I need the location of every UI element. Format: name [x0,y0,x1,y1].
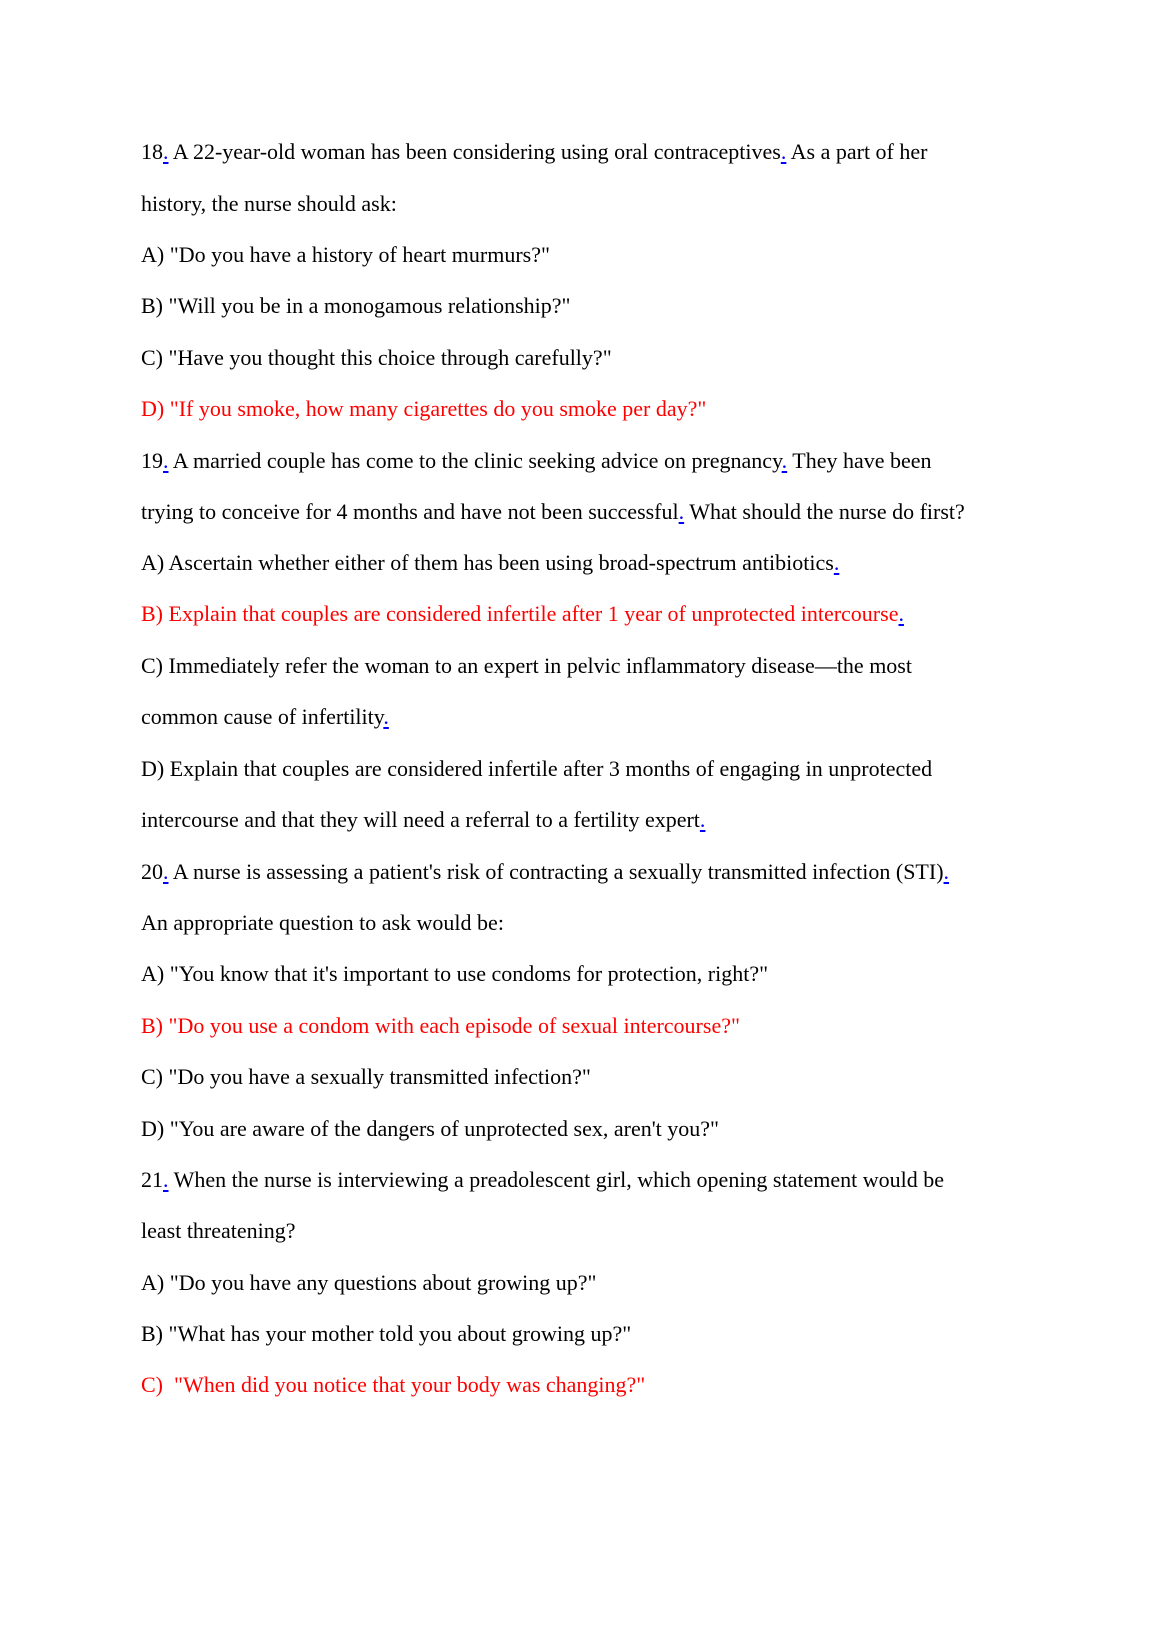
question-19-stem-line-2: trying to conceive for 4 months and have not been successful. What should the nurse do first? [141,499,965,524]
question-19-stem-line-1: 19. A married couple has come to the clinic seeking advice on pregnancy. They have been [141,448,932,473]
period-mark: . [833,550,840,575]
option-20-d: D) "You are aware of the dangers of unprotected sex, aren't you?" [141,1116,720,1141]
option-21-a: A) "Do you have any questions about growing up?" [141,1270,597,1295]
option-19-a: A) Ascertain whether either of them has been using broad-spectrum antibiotics. [141,550,840,575]
option-20-a: A) "You know that it's important to use condoms for protection, right?" [141,961,769,986]
option-20-c: C) "Do you have a sexually transmitted infection?" [141,1064,591,1089]
option-18-d-correct: D) "If you smoke, how many cigarettes do you smoke per day?" [141,396,707,421]
period-mark: . [898,601,904,626]
period-mark: . [383,704,389,729]
question-number: 20 [141,859,163,884]
option-18-a: A) "Do you have a history of heart murmurs?" [141,242,550,267]
option-18-b: B) "Will you be in a monogamous relationship?" [141,293,571,318]
question-20-stem-line-1: 20. A nurse is assessing a patient's risk of contracting a sexually transmitted infection (STI). [141,859,950,884]
question-number: 19 [141,448,163,473]
question-20-stem-line-2: An appropriate question to ask would be: [141,910,504,935]
question-18-stem-line-2: history, the nurse should ask: [141,191,397,216]
question-number: 18 [141,139,163,164]
question-18-stem-line-1: 18. A 22-year-old woman has been considering using oral contraceptives. As a part of her [141,139,928,164]
period-mark: . [163,859,169,884]
question-number: 21 [141,1167,163,1192]
option-19-c-line-2: common cause of infertility. [141,704,389,729]
option-21-b: B) "What has your mother told you about growing up?" [141,1321,632,1346]
option-21-c-correct: C) "When did you notice that your body was changing?" [141,1372,646,1397]
option-20-b-correct: B) "Do you use a condom with each episode of sexual intercourse?" [141,1013,740,1038]
option-19-d-line-2: intercourse and that they will need a referral to a fertility expert. [141,807,706,832]
period-mark: . [780,139,787,164]
period-mark: . [163,1167,169,1192]
period-mark: . [699,807,706,832]
question-21-stem-line-1: 21. When the nurse is interviewing a preadolescent girl, which opening statement would be [141,1167,944,1192]
question-21-stem-line-2: least threatening? [141,1218,296,1243]
option-19-b-correct: B) Explain that couples are considered infertile after 1 year of unprotected intercourse. [141,601,904,626]
period-mark: . [163,448,169,473]
period-mark: . [781,448,788,473]
option-18-c: C) "Have you thought this choice through carefully?" [141,345,612,370]
period-mark: . [678,499,685,524]
option-19-c-line-1: C) Immediately refer the woman to an expert in pelvic inflammatory disease—the most [141,653,912,678]
period-mark: . [163,139,169,164]
period-mark: . [943,859,950,884]
option-19-d-line-1: D) Explain that couples are considered infertile after 3 months of engaging in unprotected [141,756,933,781]
